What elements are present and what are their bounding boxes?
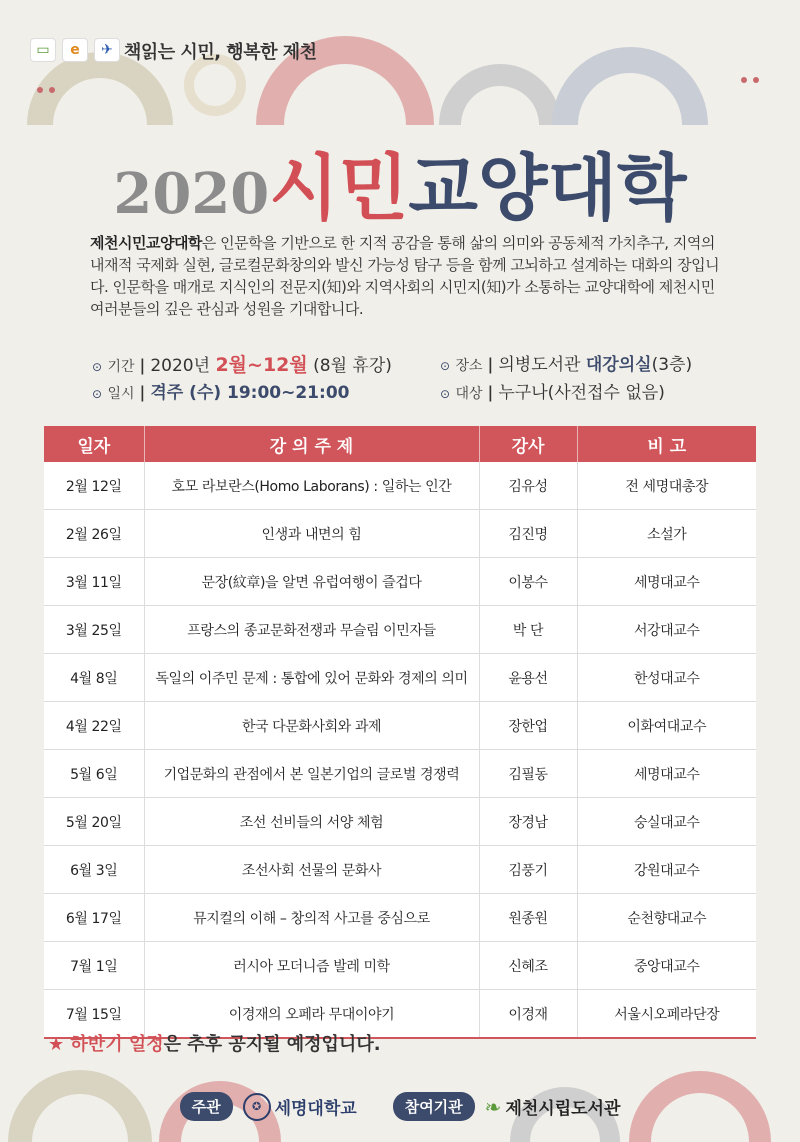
cell-date: 3월 11일	[44, 558, 144, 606]
star-icon: ★	[48, 1034, 65, 1055]
info-period: ⊙ 기간 ǀ 2020년 2월~12월 (8월 휴강)	[92, 354, 392, 376]
cell-note: 서강대교수	[577, 606, 756, 654]
table-header-row	[44, 426, 756, 462]
cell-date: 5월 6일	[44, 750, 144, 798]
table-row	[44, 798, 756, 846]
cell-date: 4월 8일	[44, 654, 144, 702]
period-label: 기간	[107, 359, 135, 375]
place-highlight: 대강의실	[585, 355, 652, 375]
cell-topic: 프랑스의 종교문화전쟁과 무슬림 이민자들	[144, 606, 479, 654]
table-row	[44, 750, 756, 798]
table-row	[44, 654, 756, 702]
cell-note: 이화여대교수	[577, 702, 756, 750]
notice	[48, 1030, 381, 1056]
table-row	[44, 846, 756, 894]
period-highlight: 2월~12월	[215, 354, 308, 376]
cell-lecturer: 이봉수	[479, 558, 577, 606]
cell-date: 3월 25일	[44, 606, 144, 654]
cell-note: 세명대교수	[577, 558, 756, 606]
host-label: 주관	[180, 1092, 233, 1121]
cell-note: 순천향대교수	[577, 894, 756, 942]
schedule-table	[44, 426, 756, 1039]
partner-org-name: 제천시립도서관	[505, 1099, 621, 1119]
cell-lecturer: 김필동	[479, 750, 577, 798]
host-org	[243, 1093, 357, 1121]
title-year: 2020	[113, 161, 270, 227]
cell-topic: 호모 라보란스(Homo Laborans) : 일하는 인간	[144, 462, 479, 510]
top-decoration	[0, 0, 800, 130]
intro-text: 은 인문학을 기반으로 한 지적 공감을 통해 삶의 의미와 공동체적 가치추구, 지역의 내재적 국제화 실현, 글로컬문화창의와 발신 가능성 탐구 등을 함께 고뇌하고 설계하는 대화의 장입니다. 인문학을 매개로 지식인의 전문지(知)와 지역사회의 시민지(知)가 소통하는 교양대학에 제천시민 여러분들의 깊은 관심과 성원을 기대합니다.	[90, 234, 720, 318]
table-row	[44, 558, 756, 606]
table-row	[44, 606, 756, 654]
header-topic: 강 의 주 제	[144, 426, 479, 462]
cell-topic: 인생과 내면의 힘	[144, 510, 479, 558]
cell-topic: 독일의 이주민 문제 : 통합에 있어 문화와 경제의 의미	[144, 654, 479, 702]
page-title	[0, 130, 800, 234]
period-suffix: (8월 휴강)	[307, 356, 392, 376]
header-lecturer: 강사	[479, 426, 577, 462]
partner-org	[485, 1094, 621, 1119]
info-place: ⊙ 장소 ǀ 의병도서관 대강의실(3층)	[440, 355, 693, 375]
cell-note: 소설가	[577, 510, 756, 558]
header-date: 일자	[44, 426, 144, 462]
cell-topic: 이경재의 오페라 무대이야기	[144, 990, 479, 1039]
cell-date: 4월 22일	[44, 702, 144, 750]
cell-lecturer: 김진명	[479, 510, 577, 558]
cell-date: 7월 1일	[44, 942, 144, 990]
cell-date: 2월 12일	[44, 462, 144, 510]
target-value: 누구나(사전접수 없음)	[498, 383, 665, 403]
cell-topic: 한국 다문화사회와 과제	[144, 702, 479, 750]
cell-lecturer: 원종원	[479, 894, 577, 942]
table-row	[44, 942, 756, 990]
time-value: 격주 (수) 19:00~21:00	[150, 383, 350, 403]
bird-icon: ✈	[94, 38, 120, 62]
book-icon: ▭	[30, 38, 56, 62]
cell-lecturer: 신혜조	[479, 942, 577, 990]
cell-topic: 조선사회 선물의 문화사	[144, 846, 479, 894]
cell-note: 중앙대교수	[577, 942, 756, 990]
period-prefix: 2020년	[150, 356, 216, 376]
cell-note: 전 세명대총장	[577, 462, 756, 510]
notice-highlight: 하반기 일정	[70, 1034, 164, 1055]
cell-lecturer: 김유성	[479, 462, 577, 510]
cell-topic: 조선 선비들의 서양 체험	[144, 798, 479, 846]
cell-date: 6월 3일	[44, 846, 144, 894]
cell-lecturer: 이경재	[479, 990, 577, 1039]
university-seal-icon: ✪	[243, 1093, 271, 1121]
notice-text: 은 추후 공지될 예정입니다.	[163, 1034, 381, 1055]
library-leaf-icon: ❧	[484, 1094, 502, 1119]
partner-label: 참여기관	[393, 1092, 475, 1121]
target-label: 대상	[455, 386, 483, 402]
cell-lecturer: 김풍기	[479, 846, 577, 894]
info-target: ⊙ 대상 ǀ 누구나(사전접수 없음)	[440, 383, 665, 403]
play-circle-icon: ⊙	[92, 360, 103, 374]
table-row	[44, 702, 756, 750]
table-row	[44, 510, 756, 558]
header-logos	[30, 38, 120, 62]
intro-bold: 제천시민교양대학	[90, 234, 202, 252]
table-row	[44, 894, 756, 942]
cell-topic: 문장(紋章)을 알면 유럽여행이 즐겁다	[144, 558, 479, 606]
table-row	[44, 462, 756, 510]
cell-topic: 기업문화의 관점에서 본 일본기업의 글로벌 경쟁력	[144, 750, 479, 798]
play-circle-icon: ⊙	[440, 387, 451, 401]
title-part1: 시민	[269, 146, 409, 230]
header-note: 비 고	[577, 426, 756, 462]
cell-note: 서울시오페라단장	[577, 990, 756, 1039]
cell-lecturer: 박 단	[479, 606, 577, 654]
cell-date: 5월 20일	[44, 798, 144, 846]
slogan: 책읽는 시민, 행복한 제천	[124, 42, 317, 63]
footer	[0, 1092, 800, 1121]
place-suffix: (3층)	[651, 355, 693, 375]
cell-note: 숭실대교수	[577, 798, 756, 846]
cell-date: 2월 26일	[44, 510, 144, 558]
play-circle-icon: ⊙	[92, 387, 103, 401]
place-label: 장소	[455, 358, 483, 374]
cell-date: 7월 15일	[44, 990, 144, 1039]
place-value: 의병도서관	[498, 355, 586, 375]
time-label: 일시	[107, 386, 135, 402]
info-time: ⊙ 일시 ǀ 격주 (수) 19:00~21:00	[92, 383, 350, 403]
cell-lecturer: 장한업	[479, 702, 577, 750]
cell-note: 세명대교수	[577, 750, 756, 798]
host-org-name: 세명대학교	[274, 1099, 357, 1119]
play-circle-icon: ⊙	[440, 359, 451, 373]
cell-lecturer: 장경남	[479, 798, 577, 846]
cell-lecturer: 윤용선	[479, 654, 577, 702]
title-part2: 교양대학	[408, 146, 687, 230]
cell-note: 한성대교수	[577, 654, 756, 702]
cell-topic: 뮤지컬의 이해 – 창의적 사고를 중심으로	[144, 894, 479, 942]
cell-topic: 러시아 모더니즘 발레 미학	[144, 942, 479, 990]
cell-date: 6월 17일	[44, 894, 144, 942]
cell-note: 강원대교수	[577, 846, 756, 894]
e-letter-icon: e	[62, 38, 88, 62]
intro-paragraph	[90, 232, 720, 320]
